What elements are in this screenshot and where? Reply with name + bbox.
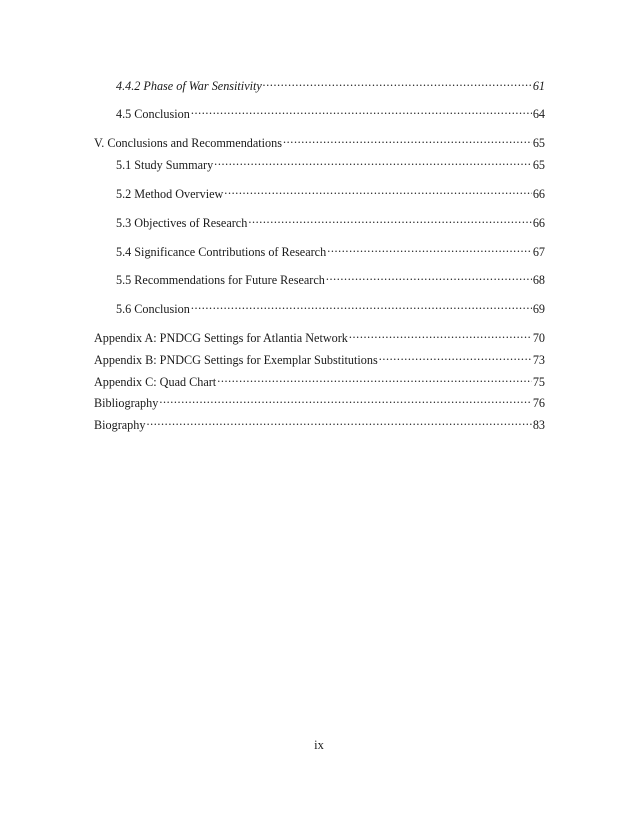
- dot-leader: [283, 131, 532, 147]
- toc-entry-label: 5.6 Conclusion: [116, 302, 190, 316]
- toc-entry-5-3: [116, 211, 545, 230]
- toc-entry-page: 73: [532, 353, 545, 367]
- toc-entry-page: 83: [532, 418, 545, 432]
- dot-leader: [214, 153, 532, 169]
- page-number: ix: [314, 738, 324, 752]
- dot-leader: [248, 211, 532, 227]
- toc-entry-chapter-v: [94, 131, 545, 150]
- dot-leader: [263, 74, 532, 90]
- toc-entry-page: 66: [532, 216, 545, 230]
- toc-entry-page: 69: [532, 302, 545, 316]
- toc-entry-biography: [94, 413, 545, 432]
- toc-entry-page: 68: [532, 273, 545, 287]
- dot-leader: [326, 268, 532, 284]
- toc-entry-page: 75: [532, 375, 545, 389]
- toc-entry-label: Appendix B: PNDCG Settings for Exemplar Substitutions: [94, 353, 378, 367]
- toc-entry-label: 5.4 Significance Contributions of Research: [116, 245, 327, 259]
- toc-entry-5-1: [116, 153, 545, 172]
- dot-leader: [327, 240, 532, 256]
- dot-leader: [146, 413, 531, 429]
- toc-entry-bibliography: [94, 391, 545, 410]
- toc-entry-label: 4.4.2 Phase of War Sensitivity: [116, 79, 262, 93]
- dot-leader: [191, 297, 532, 313]
- toc-entry-page: 70: [532, 331, 545, 345]
- dot-leader: [224, 182, 532, 198]
- toc-entry-5-2: [116, 182, 545, 201]
- toc-entry-label: 5.1 Study Summary: [116, 158, 214, 172]
- toc-entry-label: Appendix C: Quad Chart: [94, 375, 217, 389]
- toc-entry-label: 5.2 Method Overview: [116, 187, 224, 201]
- toc-entry-4-4-2: [116, 74, 545, 93]
- toc-entry-label: 5.5 Recommendations for Future Research: [116, 273, 325, 287]
- toc-entry-appendix-c: [94, 370, 545, 389]
- toc-entry-page: 65: [532, 158, 545, 172]
- dot-leader: [349, 326, 532, 342]
- toc-entry-page: 66: [532, 187, 545, 201]
- toc-entry-label: 4.5 Conclusion: [116, 107, 190, 121]
- toc-entry-page: 61: [532, 79, 545, 93]
- toc-entry-page: 65: [532, 136, 545, 150]
- dot-leader: [217, 370, 532, 386]
- toc-entry-page: 64: [532, 107, 545, 121]
- dot-leader: [379, 348, 532, 364]
- toc-entry-page: 76: [532, 396, 545, 410]
- toc-entry-5-4: [116, 240, 545, 259]
- toc-entry-label: Appendix A: PNDCG Settings for Atlantia Network: [94, 331, 348, 345]
- toc-entry-5-6: [116, 297, 545, 316]
- dot-leader: [159, 391, 531, 407]
- toc-entry-4-5: [116, 102, 545, 121]
- toc-entry-label: 5.3 Objectives of Research: [116, 216, 248, 230]
- toc-entry-label: Bibliography: [94, 396, 159, 410]
- toc-entry-label: Biography: [94, 418, 146, 432]
- dot-leader: [191, 102, 532, 118]
- toc-entry-appendix-a: [94, 326, 545, 345]
- toc-entry-5-5: [116, 268, 545, 287]
- toc-entry-label: V. Conclusions and Recommendations: [94, 136, 282, 150]
- toc-entry-appendix-b: [94, 348, 545, 367]
- toc-entry-page: 67: [532, 245, 545, 259]
